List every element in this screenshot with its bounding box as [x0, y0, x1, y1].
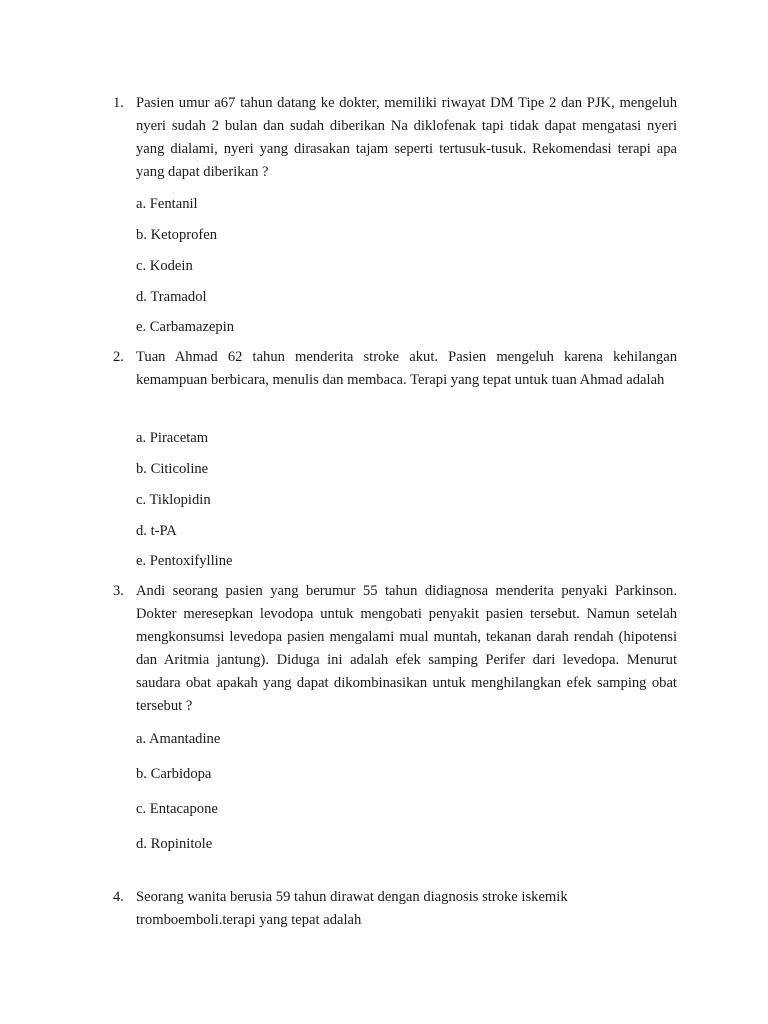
- option-1a: a. Fentanil: [136, 196, 198, 212]
- option-3b: b. Carbidopa: [136, 766, 212, 782]
- question-number: 2.: [113, 349, 124, 365]
- option-2b: b. Citicoline: [136, 461, 209, 477]
- option-3c: c. Entacapone: [136, 801, 218, 817]
- option-2e: e. Pentoxifylline: [136, 553, 233, 569]
- option-1c: c. Kodein: [136, 258, 193, 274]
- option-1d: d. Tramadol: [136, 289, 207, 305]
- question-number: 4.: [113, 889, 124, 905]
- option-3d: d. Ropinitole: [136, 836, 213, 852]
- option-3a: a. Amantadine: [136, 731, 221, 747]
- option-1e: e. Carbamazepin: [136, 319, 235, 335]
- question-text: Pasien umur a67 tahun datang ke dokter, memiliki riwayat DM Tipe 2 dan PJK, mengeluh nyeri sudah 2 bulan dan sudah diberikan Na diklofenak tapi tidak dapat mengatasi nyeri yang dialami, nyeri yang dirasakan tajam seperti tertusuk-tusuk. Rekomendasi terapi apa yang dapat diberikan ?: [136, 95, 677, 180]
- option-2a: a. Piracetam: [136, 430, 209, 446]
- question-number: 3.: [113, 583, 124, 599]
- question-text: Tuan Ahmad 62 tahun menderita stroke akut. Pasien mengeluh karena kehilangan kemampuan berbicara, menulis dan membaca. Terapi yang tepat untuk tuan Ahmad adalah: [136, 349, 677, 388]
- option-2c: c. Tiklopidin: [136, 492, 211, 508]
- question-text: Seorang wanita berusia 59 tahun dirawat dengan diagnosis stroke iskemik tromboemboli.terapi yang tepat adalah: [136, 889, 568, 928]
- question-text: Andi seorang pasien yang berumur 55 tahun didiagnosa menderita penyaki Parkinson. Dokter meresepkan levodopa untuk mengobati penyakit pasien tersebut. Namun setelah mengkonsumsi levedopa pasien mengalami mual muntah, tekanan darah rendah (hipotensi dan Aritmia jantung). Diduga ini adalah efek samping Perifer dari levedopa. Menurut saudara obat apakah yang dapat dikombinasikan untuk menghilangkan efek samping obat tersebut ?: [136, 583, 677, 714]
- question-number: 1.: [113, 95, 124, 111]
- option-2d: d. t-PA: [136, 523, 177, 539]
- option-1b: b. Ketoprofen: [136, 227, 218, 243]
